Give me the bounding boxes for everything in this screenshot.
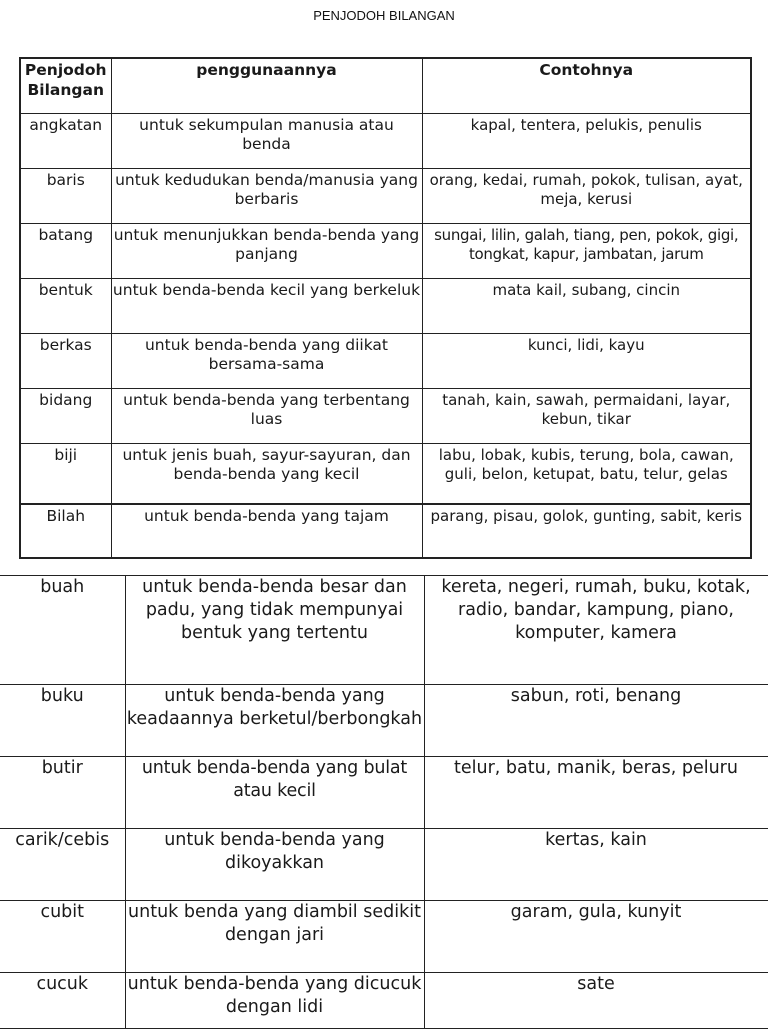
table-row bbox=[20, 388, 751, 443]
usage-cell: untuk benda-benda besar dan padu, yang tidak mempunyai bentuk yang tertentu bbox=[125, 576, 424, 685]
usage-cell: untuk benda-benda yang dicucuk dengan lidi bbox=[125, 973, 424, 1029]
examples-cell: sate bbox=[424, 973, 768, 1029]
examples-cell: kereta, negeri, rumah, buku, kotak, radio, bandar, kampung, piano, komputer, kamera bbox=[424, 576, 768, 685]
usage-cell: untuk benda-benda yang tajam bbox=[111, 504, 422, 558]
examples-cell: orang, kedai, rumah, pokok, tulisan, ayat, meja, kerusi bbox=[422, 168, 751, 223]
penjodoh-bilangan-table-2 bbox=[0, 575, 768, 1029]
usage-cell: untuk benda-benda yang keadaannya berketul/berbongkah bbox=[125, 685, 424, 757]
word-cell: buah bbox=[0, 576, 125, 685]
word-cell: carik/cebis bbox=[0, 829, 125, 901]
examples-cell: sungai, lilin, galah, tiang, pen, pokok, gigi, tongkat, kapur, jambatan, jarum bbox=[422, 223, 751, 278]
table-row bbox=[20, 278, 751, 333]
usage-cell: untuk benda yang diambil sedikit dengan jari bbox=[125, 901, 424, 973]
usage-cell: untuk benda-benda yang bulat atau kecil bbox=[125, 757, 424, 829]
table-row bbox=[0, 829, 768, 901]
word-cell: butir bbox=[0, 757, 125, 829]
examples-cell: mata kail, subang, cincin bbox=[422, 278, 751, 333]
table-row bbox=[0, 685, 768, 757]
word-cell: cubit bbox=[0, 901, 125, 973]
usage-cell: untuk benda-benda kecil yang berkeluk bbox=[111, 278, 422, 333]
word-cell: angkatan bbox=[20, 113, 111, 168]
usage-cell: untuk kedudukan benda/manusia yang berbaris bbox=[111, 168, 422, 223]
penjodoh-bilangan-table-1 bbox=[19, 57, 752, 559]
examples-cell: kunci, lidi, kayu bbox=[422, 333, 751, 388]
header-contohnya: Contohnya bbox=[422, 58, 751, 113]
examples-cell: telur, batu, manik, beras, peluru bbox=[424, 757, 768, 829]
examples-cell: labu, lobak, kubis, terung, bola, cawan, guli, belon, ketupat, batu, telur, gelas bbox=[422, 443, 751, 504]
header-penjodoh-bilangan: Penjodoh Bilangan bbox=[20, 58, 111, 113]
examples-cell: parang, pisau, golok, gunting, sabit, keris bbox=[422, 504, 751, 558]
table-row bbox=[0, 973, 768, 1029]
page-title: PENJODOH BILANGAN bbox=[313, 8, 455, 23]
table-header-row bbox=[20, 58, 751, 113]
word-cell: baris bbox=[20, 168, 111, 223]
table-row bbox=[0, 757, 768, 829]
usage-cell: untuk benda-benda yang dikoyakkan bbox=[125, 829, 424, 901]
usage-cell: untuk benda-benda yang diikat bersama-sama bbox=[111, 333, 422, 388]
word-cell: cucuk bbox=[0, 973, 125, 1029]
table-row bbox=[20, 333, 751, 388]
table-row bbox=[20, 223, 751, 278]
usage-cell: untuk menunjukkan benda-benda yang panjang bbox=[111, 223, 422, 278]
examples-cell: kapal, tentera, pelukis, penulis bbox=[422, 113, 751, 168]
table-row bbox=[20, 443, 751, 504]
examples-cell: tanah, kain, sawah, permaidani, layar, kebun, tikar bbox=[422, 388, 751, 443]
header-penggunaannya: penggunaannya bbox=[111, 58, 422, 113]
word-cell: Bilah bbox=[20, 504, 111, 558]
table-row bbox=[0, 576, 768, 685]
usage-cell: untuk jenis buah, sayur-sayuran, dan benda-benda yang kecil bbox=[111, 443, 422, 504]
table-row bbox=[20, 168, 751, 223]
examples-cell: garam, gula, kunyit bbox=[424, 901, 768, 973]
word-cell: berkas bbox=[20, 333, 111, 388]
word-cell: biji bbox=[20, 443, 111, 504]
word-cell: bentuk bbox=[20, 278, 111, 333]
usage-cell: untuk sekumpulan manusia atau benda bbox=[111, 113, 422, 168]
usage-cell: untuk benda-benda yang terbentang luas bbox=[111, 388, 422, 443]
examples-cell: kertas, kain bbox=[424, 829, 768, 901]
examples-cell: sabun, roti, benang bbox=[424, 685, 768, 757]
word-cell: buku bbox=[0, 685, 125, 757]
table-row bbox=[20, 504, 751, 558]
table-row bbox=[20, 113, 751, 168]
word-cell: batang bbox=[20, 223, 111, 278]
table-row bbox=[0, 901, 768, 973]
word-cell: bidang bbox=[20, 388, 111, 443]
